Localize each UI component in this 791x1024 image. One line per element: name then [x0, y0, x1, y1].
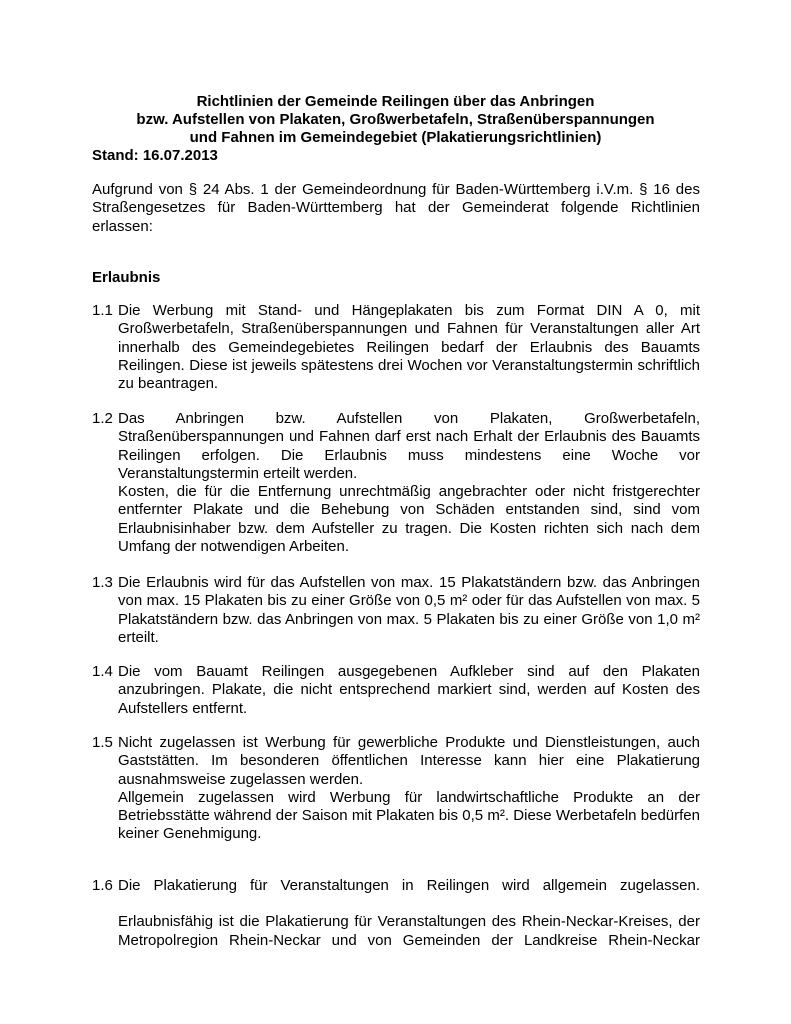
item-body [118, 302, 700, 393]
list-item-1-1 [92, 302, 700, 393]
section-heading-erlaubnis: Erlaubnis [92, 269, 161, 286]
item-paragraph: Die Erlaubnis wird für das Aufstellen von max. 15 Plakatständern bzw. das Anbringen von max. 15 Plakaten bis zu einer Größe von 0,5 m² oder für das Aufstellen von max. 5 Plakatständern bzw. das Anbringen von max. 5 Plakaten bis zu einer Größe von 1,0 m² erteilt. [118, 574, 700, 646]
document-title-line-2: bzw. Aufstellen von Plakaten, Großwerbetafeln, Straßenüberspannungen [136, 111, 655, 128]
item-number: 1.3 [92, 574, 113, 591]
list-item-1-3 [92, 574, 700, 647]
item-paragraph: Die Plakatierung für Veranstaltungen in Reilingen wird allgemein zugelassen. [118, 877, 700, 894]
item-paragraph: Das Anbringen bzw. Aufstellen von Plakaten, Großwerbetafeln, Straßenüberspannungen und Fahnen darf erst nach Erhalt der Erlaubnis des Bauamts Reilingen erfolgen. Die Erlaubnis muss mindestens eine Woche vor Veranstaltungstermin erteilt werden. [118, 410, 700, 482]
item-paragraph: Die vom Bauamt Reilingen ausgegebenen Aufkleber sind auf den Plakaten anzubringen. Plakate, die nicht entsprechend markiert sind, werden auf Kosten des Aufstellers entfernt. [118, 663, 700, 717]
item-paragraph: Die Werbung mit Stand- und Hängeplakaten bis zum Format DIN A 0, mit Großwerbetafeln, Straßenüberspannungen und Fahnen für Veranstaltungen aller Art innerhalb des Gemeindegebietes Reilingen bedarf der Erlaubnis des Bauamts Reilingen. Diese ist jeweils spätestens drei Wochen vor Veranstaltungstermin schriftlich zu beantragen. [118, 302, 700, 393]
item-body [118, 663, 700, 718]
list-item-1-5 [92, 734, 700, 844]
document-title-line-1: Richtlinien der Gemeinde Reilingen über das Anbringen [196, 93, 595, 110]
item-paragraph: Kosten, die für die Entfernung unrechtmäßig angebrachter oder nicht fristgerechter entfernter Plakate und die Behebung von Schäden entstanden sind, sind vom Erlaubnisinhaber bzw. dem Aufsteller zu tragen. Die Kosten richten sich nach dem Umfang der notwendigen Arbeiten. [118, 483, 700, 556]
item-paragraph: Allgemein zugelassen wird Werbung für landwirtschaftliche Produkte an der Betriebsstätte während der Saison mit Plakaten bis 0,5 m². Diese Werbetafeln bedürfen keiner Genehmigung. [118, 788, 700, 843]
list-item-1-4 [92, 663, 700, 718]
item-number: 1.6 [92, 877, 113, 894]
list-item-1-2 [92, 410, 700, 556]
item-number: 1.4 [92, 663, 113, 680]
intro-paragraph: Aufgrund von § 24 Abs. 1 der Gemeindeordnung für Baden-Württemberg i.V.m. § 16 des Straßengesetzes für Baden-Württemberg hat der Gemeinderat folgende Richtlinien erlassen: [92, 181, 700, 235]
document-title-line-3: und Fahnen im Gemeindegebiet (Plakatierungsrichtlinien) [189, 129, 602, 146]
item-body [118, 877, 700, 950]
item-number: 1.2 [92, 410, 113, 427]
item-number: 1.1 [92, 302, 113, 319]
list-item-1-6 [92, 877, 700, 950]
item-paragraph: Erlaubnisfähig ist die Plakatierung für Veranstaltungen des Rhein-Neckar-Kreises, der Metropolregion Rhein-Neckar und von Gemeinden der Landkreise Rhein-Neckar [118, 913, 700, 949]
item-body [118, 410, 700, 556]
document-date-stand: Stand: 16.07.2013 [92, 147, 218, 164]
item-body [118, 734, 700, 844]
item-number: 1.5 [92, 734, 113, 751]
item-body [118, 574, 700, 647]
item-paragraph: Nicht zugelassen ist Werbung für gewerbliche Produkte und Dienstleistungen, auch Gaststätten. Im besonderen öffentlichen Interesse kann hier eine Plakatierung ausnahmsweise zugelassen werden. [118, 734, 700, 788]
